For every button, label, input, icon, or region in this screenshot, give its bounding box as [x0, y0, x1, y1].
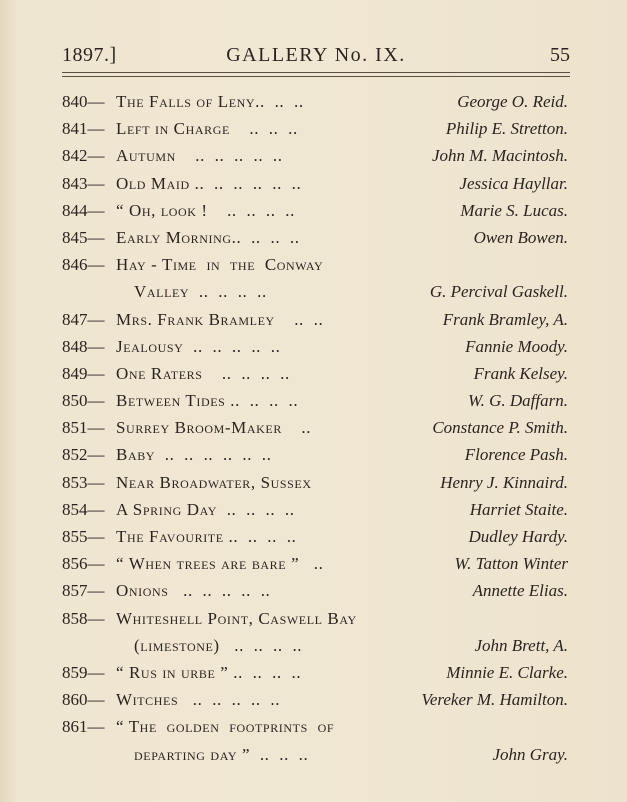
entry-artist: Frank Bramley, A. [442, 309, 568, 329]
catalogue-entry [62, 170, 570, 197]
catalogue-entry [62, 441, 570, 468]
entry-title: Surrey Broom-Maker .. [116, 418, 312, 438]
catalogue-entry [62, 550, 570, 577]
catalogue-entry [62, 523, 570, 550]
catalogue-entry [62, 741, 570, 768]
catalogue-entry [62, 713, 570, 740]
entry-title: The Falls of Leny.. .. .. [116, 92, 304, 111]
entry-title: Old Maid .. .. .. .. .. .. [116, 173, 302, 193]
entry-artist: Philip E. Stretton. [445, 119, 568, 139]
entry-title: “ The golden footprints of [116, 717, 335, 737]
entry-title: The Favourite .. .. .. .. [116, 527, 297, 546]
catalogue-entry [62, 577, 570, 604]
entry-title: Onions .. .. .. .. .. [116, 581, 271, 601]
entry-number: 849— [62, 363, 105, 383]
page-header [62, 44, 570, 72]
catalogue-entry [62, 278, 570, 305]
entry-artist: W. Tatton Winter [454, 554, 568, 574]
entry-title: Mrs. Frank Bramley .. .. [116, 309, 324, 329]
entry-number: 860— [62, 690, 105, 710]
entry-artist: Florence Pash. [464, 445, 568, 465]
entry-artist: Marie S. Lucas. [460, 200, 568, 220]
entry-number: 858— [62, 608, 105, 628]
entry-number: 859— [62, 662, 105, 682]
header-rule-bottom [62, 76, 570, 77]
catalogue-entry [62, 387, 570, 414]
catalogue-entry [62, 88, 570, 115]
entry-artist: Constance P. Smith. [432, 418, 568, 438]
entry-artist: G. Percival Gaskell. [429, 282, 568, 302]
entry-title: Jealousy .. .. .. .. .. [116, 336, 281, 356]
entry-artist: W. G. Daffarn. [468, 391, 568, 411]
entry-number: 855— [62, 527, 105, 546]
entry-number: 843— [62, 173, 105, 193]
header-rule-top [62, 72, 570, 73]
entry-artist: Harriet Staite. [469, 499, 568, 519]
entry-number: 845— [62, 227, 105, 247]
entry-number: 854— [62, 499, 105, 519]
catalogue-entry [62, 496, 570, 523]
catalogue-entry [62, 469, 570, 496]
entry-title: One Raters .. .. .. .. [116, 363, 290, 383]
entry-artist: Dudley Hardy. [468, 527, 568, 546]
entry-number: 861— [62, 717, 105, 737]
header-year: 1897.] [62, 44, 117, 66]
catalogue-entry [62, 686, 570, 713]
catalogue-entry [62, 414, 570, 441]
catalogue-entry [62, 632, 570, 659]
entry-artist: Owen Bowen. [473, 227, 568, 247]
entry-artist: John Gray. [492, 744, 568, 764]
entry-artist: Henry J. Kinnaird. [440, 472, 568, 492]
catalogue-entry [62, 115, 570, 142]
entry-number: 857— [62, 581, 105, 601]
entry-artist: Vereker M. Hamilton. [421, 690, 568, 710]
entry-title: departing day ” .. .. .. [134, 744, 309, 764]
catalogue-entry [62, 306, 570, 333]
entry-artist: Fannie Moody. [465, 336, 568, 356]
entry-artist: George O. Reid. [457, 92, 568, 111]
entry-title: (limestone) .. .. .. .. [134, 635, 303, 655]
entry-title: “ Oh, look ! .. .. .. .. [116, 200, 295, 220]
catalogue-entry [62, 605, 570, 632]
entry-title: Whiteshell Point, Caswell Bay [116, 608, 357, 628]
entry-number: 853— [62, 472, 105, 492]
entry-number: 856— [62, 554, 105, 574]
header-page-number: 55 [550, 44, 570, 66]
catalogue-entry [62, 142, 570, 169]
entry-artist: Minnie E. Clarke. [446, 662, 568, 682]
catalogue-entry [62, 333, 570, 360]
entry-number: 842— [62, 146, 105, 166]
entry-title: Witches .. .. .. .. .. [116, 690, 281, 710]
entry-title: Between Tides .. .. .. .. [116, 391, 299, 411]
entry-number: 847— [62, 309, 105, 329]
entry-title: Baby .. .. .. .. .. .. [116, 445, 272, 465]
catalogue-entry [62, 360, 570, 387]
entry-title: A Spring Day .. .. .. .. [116, 499, 295, 519]
entry-artist: Annette Elias. [472, 581, 568, 601]
entry-number: 852— [62, 445, 105, 465]
entry-artist: John M. Macintosh. [432, 146, 568, 166]
catalogue-entry [62, 659, 570, 686]
catalogue-entries [62, 88, 570, 768]
entry-artist: Jessica Hayllar. [459, 173, 568, 193]
entry-title: Early Morning.. .. .. .. [116, 227, 300, 247]
entry-number: 844— [62, 200, 105, 220]
entry-number: 846— [62, 255, 105, 275]
entry-number: 851— [62, 418, 105, 438]
entry-title: Autumn .. .. .. .. .. [116, 146, 283, 166]
entry-title: Valley .. .. .. .. [134, 282, 267, 302]
entry-artist: Frank Kelsey. [473, 363, 568, 383]
entry-artist: John Brett, A. [474, 635, 568, 655]
entry-title: Hay - Time in the Conway [116, 255, 324, 275]
entry-title: Near Broadwater, Sussex [116, 472, 312, 492]
catalogue-entry [62, 251, 570, 278]
entry-number: 841— [62, 119, 105, 139]
catalogue-entry [62, 224, 570, 251]
entry-title: “ Rus in urbe ” .. .. .. .. [116, 662, 302, 682]
entry-number: 850— [62, 391, 105, 411]
entry-title: Left in Charge .. .. .. [116, 119, 298, 139]
header-gallery-title: GALLERY No. IX. [226, 44, 406, 66]
entry-number: 848— [62, 336, 105, 356]
catalogue-entry [62, 197, 570, 224]
entry-number: 840— [62, 92, 105, 111]
entry-title: “ When trees are bare ” .. [116, 554, 324, 574]
